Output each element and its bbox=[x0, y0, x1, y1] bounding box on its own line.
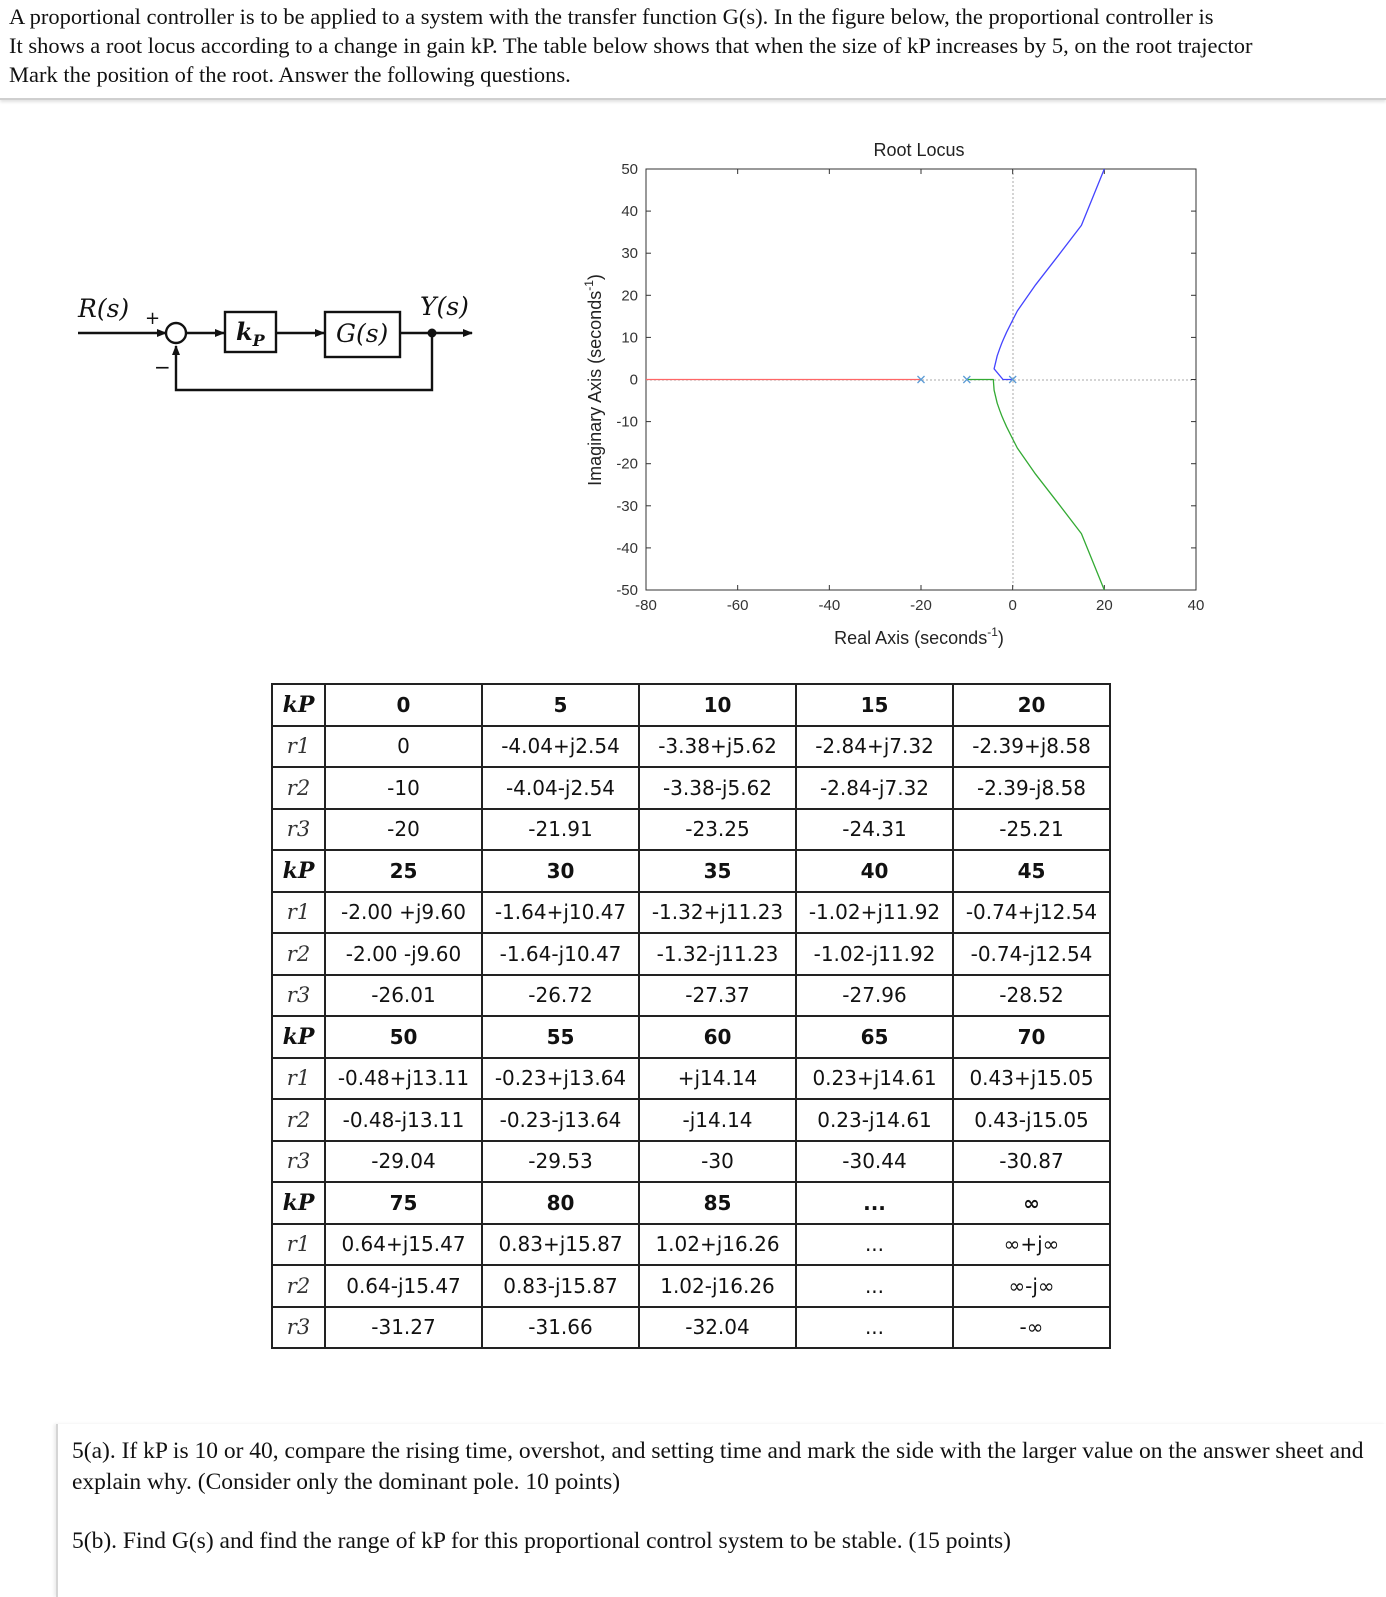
x-axis-title bbox=[834, 625, 1004, 648]
root-value-cell: -24.31 bbox=[796, 809, 953, 851]
y-axis-title-text: Imaginary Axis (seconds bbox=[585, 290, 605, 486]
input-label: R(s) bbox=[78, 294, 130, 323]
root-value-cell: ... bbox=[796, 1307, 953, 1349]
gain-symbol: k bbox=[236, 317, 253, 346]
root-value-cell: -0.74+j12.54 bbox=[953, 892, 1110, 934]
root-value-cell: ... bbox=[796, 1224, 953, 1266]
kp-value-cell: 20 bbox=[953, 684, 1110, 726]
root-value-cell: 1.02+j16.26 bbox=[639, 1224, 796, 1266]
root-value-cell: -0.74-j12.54 bbox=[953, 933, 1110, 975]
y-tick-label: 10 bbox=[621, 329, 638, 347]
root-value-cell: 0 bbox=[325, 726, 482, 768]
root-value-cell: -32.04 bbox=[639, 1307, 796, 1349]
row-label: r1 bbox=[272, 1058, 325, 1100]
root-value-cell: -29.53 bbox=[482, 1141, 639, 1183]
kp-row bbox=[272, 684, 1110, 726]
kp-value-cell: 15 bbox=[796, 684, 953, 726]
row-label: r3 bbox=[272, 1307, 325, 1349]
root-value-cell: -4.04+j2.54 bbox=[482, 726, 639, 768]
x-tick-label: 0 bbox=[1008, 597, 1017, 614]
root-value-cell: -0.48-j13.11 bbox=[325, 1099, 482, 1141]
root-value-cell: 0.43-j15.05 bbox=[953, 1099, 1110, 1141]
root-value-cell: -28.52 bbox=[953, 975, 1110, 1017]
row-label: kP bbox=[272, 1016, 325, 1058]
row-label: kP bbox=[272, 850, 325, 892]
root-row-r3 bbox=[272, 809, 1110, 851]
root-value-cell: -2.84-j7.32 bbox=[796, 767, 953, 809]
root-row-r2 bbox=[272, 1265, 1110, 1307]
root-value-cell: -31.27 bbox=[325, 1307, 482, 1349]
root-row-r1 bbox=[272, 1058, 1110, 1100]
row-label: r2 bbox=[272, 1099, 325, 1141]
root-value-cell: -2.39-j8.58 bbox=[953, 767, 1110, 809]
y-tick-label: -30 bbox=[616, 497, 638, 515]
row-label: r1 bbox=[272, 726, 325, 768]
root-value-cell: -27.37 bbox=[639, 975, 796, 1017]
roots-table-body bbox=[272, 684, 1110, 1348]
x-tick-label: -60 bbox=[726, 597, 749, 614]
root-value-cell: ... bbox=[796, 1265, 953, 1307]
x-tick-label: -20 bbox=[910, 597, 932, 614]
root-value-cell: -2.39+j8.58 bbox=[953, 726, 1110, 768]
x-axis-title-text: Real Axis (seconds bbox=[834, 628, 988, 648]
chart-title: Root Locus bbox=[873, 140, 965, 160]
root-value-cell: +j14.14 bbox=[639, 1058, 796, 1100]
root-row-r3 bbox=[272, 1307, 1110, 1349]
question-5b: 5(b). Find G(s) and find the range of kP for this proportional control system to be stable. (15 points) bbox=[72, 1528, 1011, 1554]
root-value-cell: -27.96 bbox=[796, 975, 953, 1017]
root-value-cell: 0.23-j14.61 bbox=[796, 1099, 953, 1141]
root-row-r3 bbox=[272, 975, 1110, 1017]
y-tick-label: 30 bbox=[621, 245, 638, 263]
root-value-cell: -j14.14 bbox=[639, 1099, 796, 1141]
root-value-cell: 0.64+j15.47 bbox=[325, 1224, 482, 1266]
root-value-cell: -26.72 bbox=[482, 975, 639, 1017]
root-value-cell: -2.00 +j9.60 bbox=[325, 892, 482, 934]
root-value-cell: -3.38-j5.62 bbox=[639, 767, 796, 809]
kp-value-cell: 25 bbox=[325, 850, 482, 892]
kp-row bbox=[272, 1182, 1110, 1224]
y-tick-label: -10 bbox=[616, 413, 638, 431]
kp-value-cell: 5 bbox=[482, 684, 639, 726]
question-5a: 5(a). If kP is 10 or 40, compare the rising time, overshot, and setting time and mark the side with the larger value on the answer sheet and explain why. (Consider only the dominant pole. 10 points) bbox=[72, 1438, 1364, 1495]
questions-section bbox=[56, 1424, 1386, 1597]
kp-value-cell: 10 bbox=[639, 684, 796, 726]
root-value-cell: ∞-j∞ bbox=[953, 1265, 1110, 1307]
root-value-cell: -10 bbox=[325, 767, 482, 809]
root-value-cell: -1.32-j11.23 bbox=[639, 933, 796, 975]
kp-value-cell: 80 bbox=[482, 1182, 639, 1224]
kp-value-cell: 55 bbox=[482, 1016, 639, 1058]
x-tick-label: 20 bbox=[1095, 597, 1113, 614]
row-label: r2 bbox=[272, 767, 325, 809]
kp-value-cell: 70 bbox=[953, 1016, 1110, 1058]
y-tick-label: 0 bbox=[629, 371, 638, 389]
root-value-cell: -30.87 bbox=[953, 1141, 1110, 1183]
root-row-r1 bbox=[272, 1224, 1110, 1266]
plus-sign: + bbox=[145, 308, 161, 329]
root-value-cell: -1.64+j10.47 bbox=[482, 892, 639, 934]
root-value-cell: -25.21 bbox=[953, 809, 1110, 851]
row-label: r1 bbox=[272, 1224, 325, 1266]
root-value-cell: -0.23+j13.64 bbox=[482, 1058, 639, 1100]
kp-value-cell: 35 bbox=[639, 850, 796, 892]
root-value-cell: -23.25 bbox=[639, 809, 796, 851]
kp-value-cell: 60 bbox=[639, 1016, 796, 1058]
y-axis-title bbox=[582, 274, 605, 486]
row-label: kP bbox=[272, 1182, 325, 1224]
kp-value-cell: 45 bbox=[953, 850, 1110, 892]
root-row-r2 bbox=[272, 933, 1110, 975]
root-value-cell: -4.04-j2.54 bbox=[482, 767, 639, 809]
y-tick-label: 20 bbox=[621, 287, 638, 305]
summing-junction bbox=[166, 323, 186, 343]
y-axis-title-sup: -1 bbox=[582, 280, 596, 291]
intro-line-2: It shows a root locus according to a change in gain kP. The table below shows that when the size of kP increases by 5, on the root trajector bbox=[9, 33, 1253, 58]
root-value-cell: -21.91 bbox=[482, 809, 639, 851]
roots-table bbox=[271, 683, 1111, 1349]
root-value-cell: -2.00 -j9.60 bbox=[325, 933, 482, 975]
row-label: r2 bbox=[272, 1265, 325, 1307]
kp-value-cell: 75 bbox=[325, 1182, 482, 1224]
root-row-r1 bbox=[272, 726, 1110, 768]
row-label: r3 bbox=[272, 975, 325, 1017]
root-row-r2 bbox=[272, 1099, 1110, 1141]
kp-row bbox=[272, 1016, 1110, 1058]
root-value-cell: -20 bbox=[325, 809, 482, 851]
y-tick-label: -50 bbox=[616, 582, 638, 599]
root-row-r2 bbox=[272, 767, 1110, 809]
root-value-cell: ∞+j∞ bbox=[953, 1224, 1110, 1266]
x-tick-label: -80 bbox=[635, 597, 657, 614]
root-value-cell: -1.02+j11.92 bbox=[796, 892, 953, 934]
y-tick-label: -20 bbox=[616, 455, 638, 473]
kp-row bbox=[272, 850, 1110, 892]
root-value-cell: 0.23+j14.61 bbox=[796, 1058, 953, 1100]
row-label: r3 bbox=[272, 809, 325, 851]
root-value-cell: 0.83+j15.87 bbox=[482, 1224, 639, 1266]
block-diagram bbox=[70, 280, 490, 400]
kp-value-cell: 85 bbox=[639, 1182, 796, 1224]
problem-intro bbox=[0, 0, 1386, 100]
root-value-cell: -0.23-j13.64 bbox=[482, 1099, 639, 1141]
root-row-r3 bbox=[272, 1141, 1110, 1183]
minus-sign: − bbox=[154, 355, 171, 379]
root-value-cell: 0.83-j15.87 bbox=[482, 1265, 639, 1307]
root-value-cell: 0.64-j15.47 bbox=[325, 1265, 482, 1307]
x-axis-title-end: ) bbox=[997, 628, 1004, 648]
x-axis-title-sup: -1 bbox=[987, 625, 998, 639]
root-value-cell: -30 bbox=[639, 1141, 796, 1183]
kp-value-cell: ∞ bbox=[953, 1182, 1110, 1224]
row-label: kP bbox=[272, 684, 325, 726]
intro-line-1: A proportional controller is to be applied to a system with the transfer function G(s). In the figure below, the proportional controller is bbox=[9, 4, 1214, 29]
root-value-cell: -30.44 bbox=[796, 1141, 953, 1183]
root-value-cell: -0.48+j13.11 bbox=[325, 1058, 482, 1100]
root-value-cell: -1.64-j10.47 bbox=[482, 933, 639, 975]
root-value-cell: -1.02-j11.92 bbox=[796, 933, 953, 975]
root-value-cell: 1.02-j16.26 bbox=[639, 1265, 796, 1307]
y-tick-label: -40 bbox=[616, 539, 638, 557]
y-tick-label: 40 bbox=[621, 203, 638, 221]
root-locus-chart bbox=[570, 135, 1220, 660]
kp-value-cell: 65 bbox=[796, 1016, 953, 1058]
kp-value-cell: ... bbox=[796, 1182, 953, 1224]
y-axis-title-end: ) bbox=[585, 274, 605, 281]
gain-subscript: P bbox=[252, 331, 265, 350]
y-tick-label: 50 bbox=[621, 161, 638, 178]
root-value-cell: -2.84+j7.32 bbox=[796, 726, 953, 768]
row-label: r3 bbox=[272, 1141, 325, 1183]
kp-value-cell: 40 bbox=[796, 850, 953, 892]
root-row-r1 bbox=[272, 892, 1110, 934]
row-label: r2 bbox=[272, 933, 325, 975]
intro-line-3: Mark the position of the root. Answer the following questions. bbox=[9, 62, 571, 87]
x-tick-label: -40 bbox=[818, 597, 841, 614]
kp-value-cell: 30 bbox=[482, 850, 639, 892]
output-label: Y(s) bbox=[420, 292, 469, 321]
root-value-cell: -∞ bbox=[953, 1307, 1110, 1349]
plant-label: G(s) bbox=[336, 319, 389, 348]
kp-value-cell: 0 bbox=[325, 684, 482, 726]
root-value-cell: -26.01 bbox=[325, 975, 482, 1017]
root-value-cell: -3.38+j5.62 bbox=[639, 726, 796, 768]
row-label: r1 bbox=[272, 892, 325, 934]
x-tick-label: 40 bbox=[1187, 597, 1205, 614]
root-value-cell: -29.04 bbox=[325, 1141, 482, 1183]
root-value-cell: -31.66 bbox=[482, 1307, 639, 1349]
root-value-cell: 0.43+j15.05 bbox=[953, 1058, 1110, 1100]
root-value-cell: -1.32+j11.23 bbox=[639, 892, 796, 934]
kp-value-cell: 50 bbox=[325, 1016, 482, 1058]
